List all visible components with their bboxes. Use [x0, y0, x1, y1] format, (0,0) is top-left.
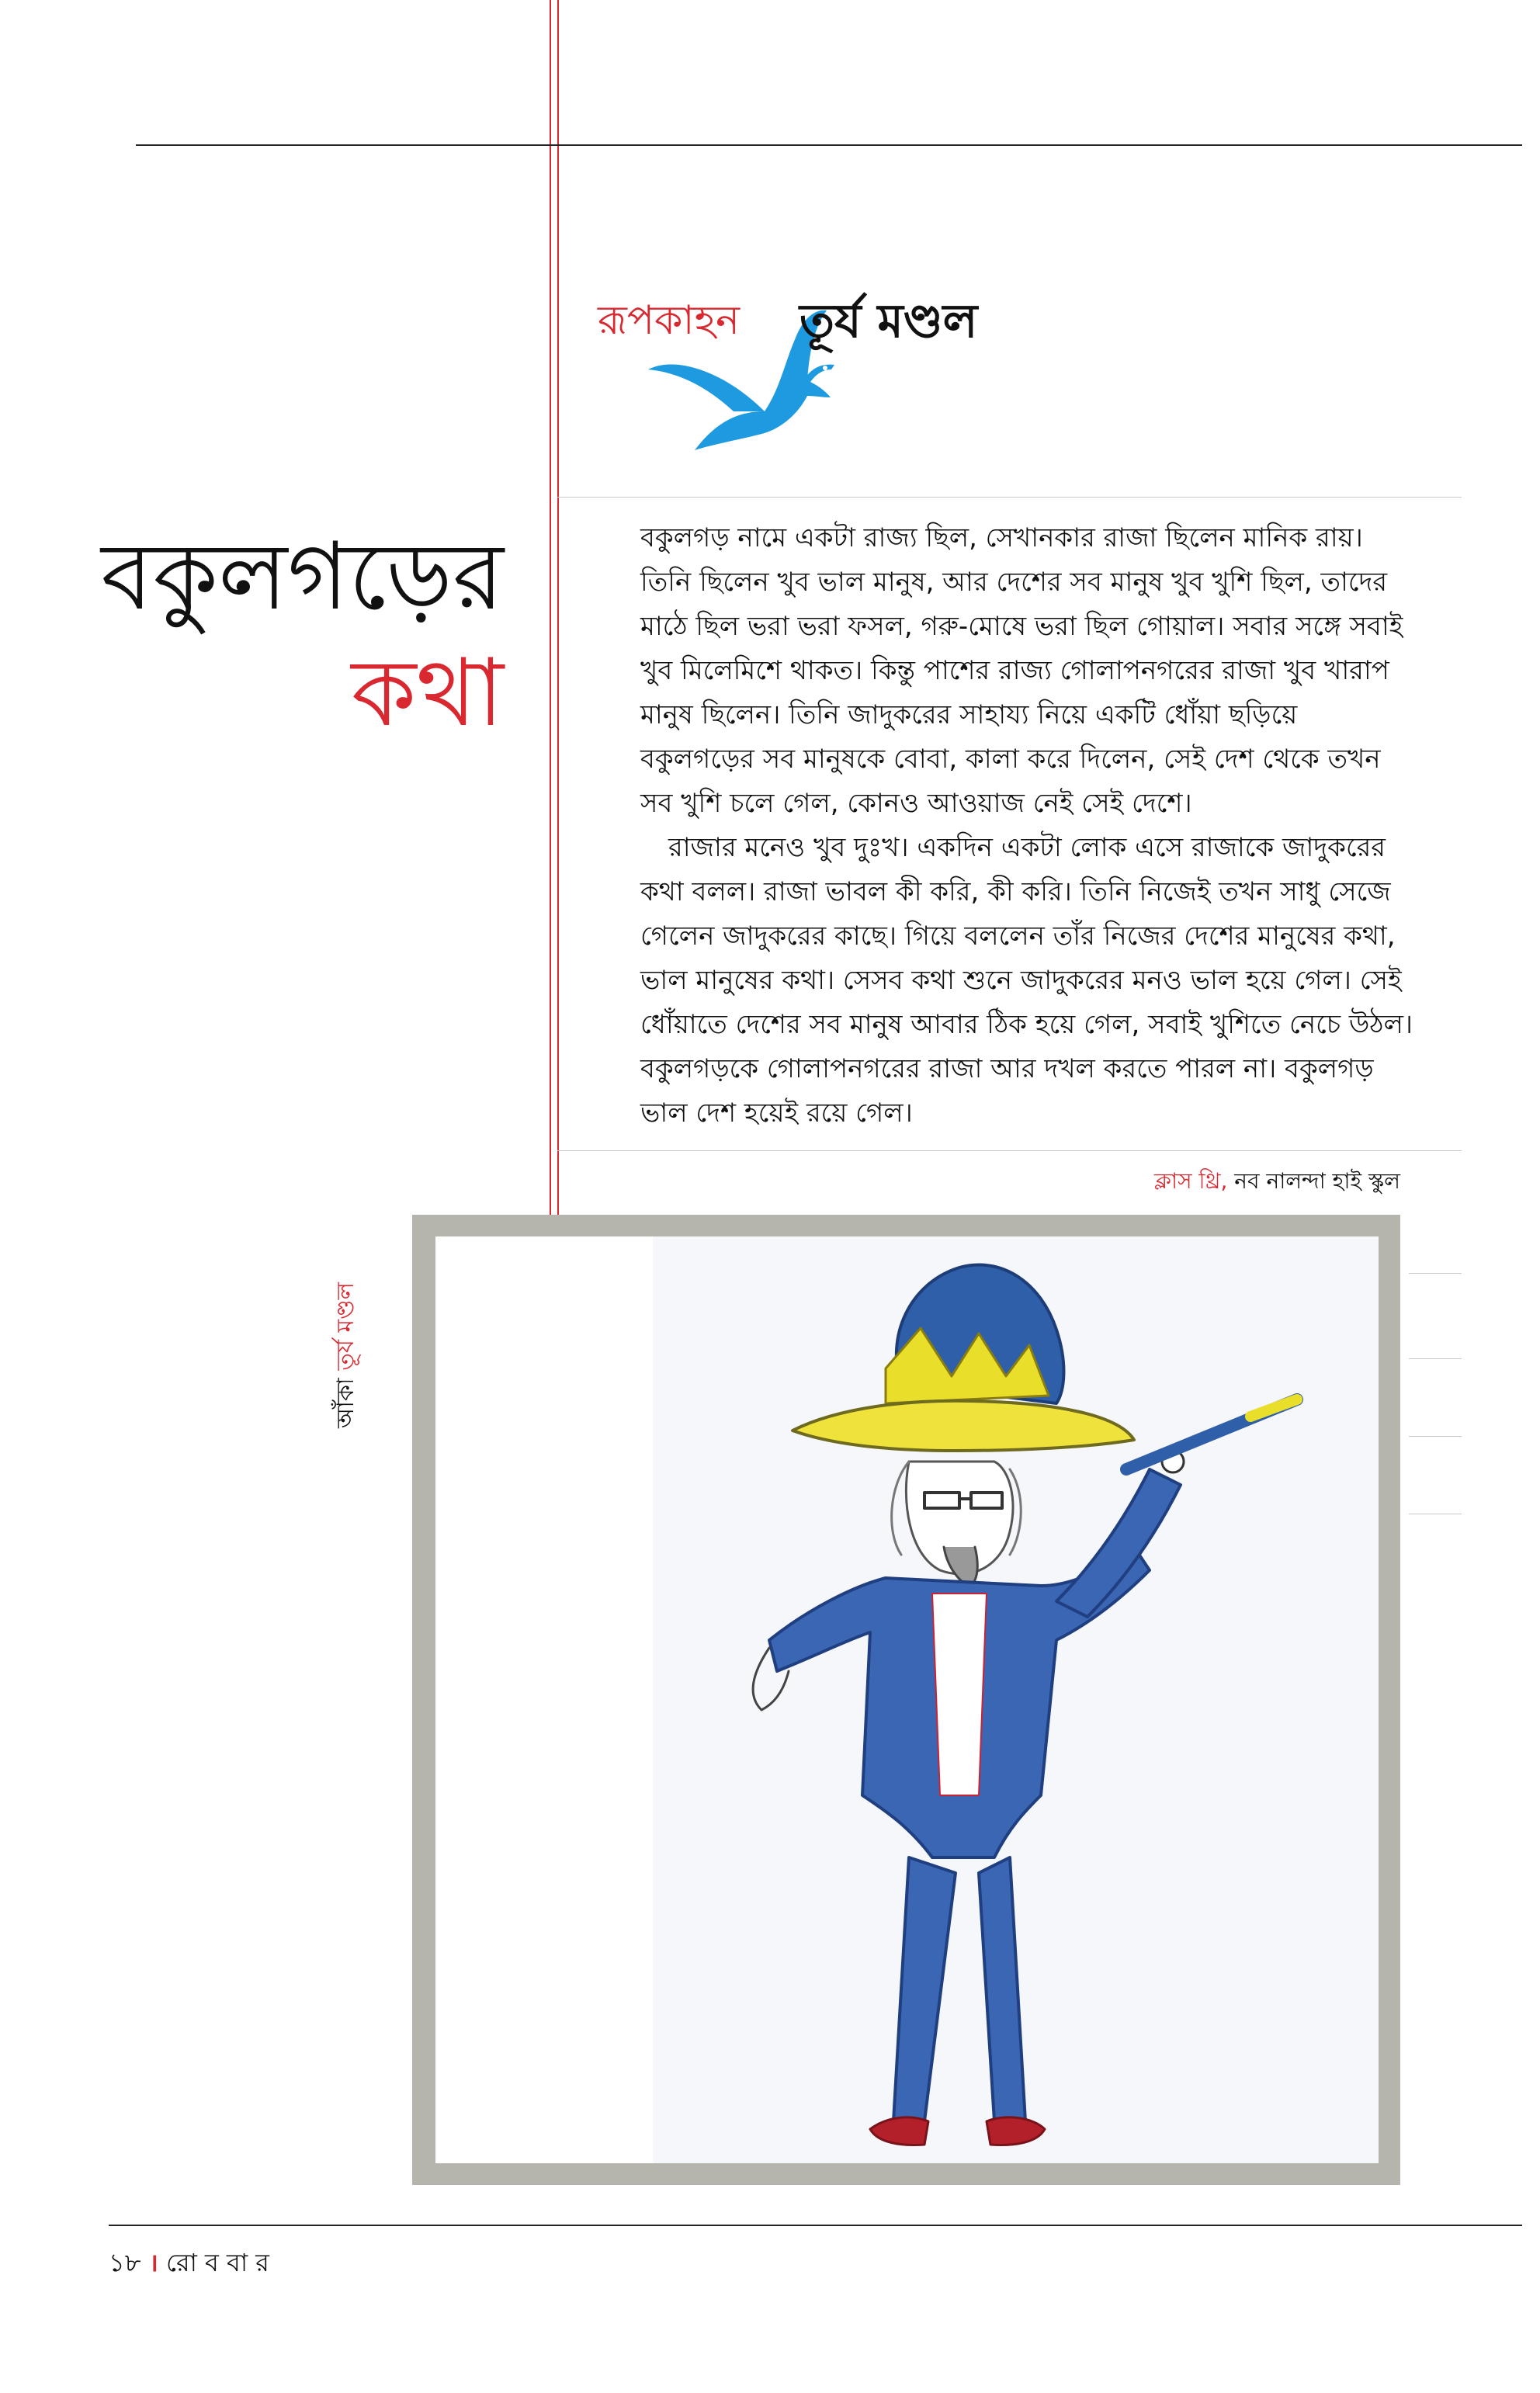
illustration-mat	[435, 1236, 1377, 2163]
top-rule	[136, 144, 1522, 146]
art-credit	[326, 1226, 373, 1428]
author-name: তূর্য মণ্ডল	[799, 294, 978, 349]
school-name: নব নালন্দা হাই স্কুল	[1234, 1168, 1400, 1194]
illustration-frame	[412, 1215, 1400, 2185]
page-number: ১৮	[109, 2248, 141, 2277]
art-credit-label: আঁকা	[332, 1378, 359, 1428]
page-folio	[109, 2243, 269, 2285]
artist-name: তূর্য মণ্ডল	[332, 1281, 359, 1371]
margin-line-left	[550, 0, 551, 1215]
magazine-name: রো ব বা র	[166, 2248, 269, 2277]
column-tag: রূপকাহন	[598, 297, 740, 344]
story-paragraph-2: রাজার মনেও খুব দুঃখ। একদিন একটা লোক এসে রাজাকে জাদুকরের কথা বলল। রাজা ভাবল কী করি, কী করি। তিনি নিজেই তখন সাধু সেজে গেলেন জাদুকরের কাছে। গিয়ে বললেন তাঁর নিজের দেশের মানুষের কথা, ভাল মানুষের কথা। সেসব কথা শুনে জাদুকরের মনও ভাল হয়ে গেল। সেই ধোঁয়াতে দেশের সব মানুষ আবার ঠিক হয়ে গেল, সবাই খুশিতে নেচে উঠল। বকুলগড়কে গোলাপনগরের রাজা আর দখল করতে পারল না। বকুলগড় ভাল দেশ হয়েই রয়ে গেল।	[640, 832, 1413, 1129]
wizard-drawing	[653, 1236, 1379, 2163]
story-body	[640, 516, 1417, 1136]
class-label: ক্লাস থ্রি,	[1154, 1168, 1228, 1194]
student-credit	[1154, 1164, 1400, 1201]
title-line-2: কথা	[351, 640, 504, 747]
wizard-illustration	[653, 1236, 1379, 2163]
title-line-1: বকুলগড়ের	[101, 523, 504, 631]
bottom-rule	[109, 2225, 1522, 2226]
margin-line-right	[557, 0, 559, 1215]
story-paragraph-1: বকুলগড় নামে একটা রাজ্য ছিল, সেখানকার রাজা ছিলেন মানিক রায়। তিনি ছিলেন খুব ভাল মানুষ, আর দেশের সব মানুষ খুব খুশি ছিল, তাদের মাঠে ছিল ভরা ভরা ফসল, গরু-মোষে ভরা ছিল গোয়াল। সবার সঙ্গে সবাই খুব মিলেমিশে থাকত। কিন্তু পাশের রাজ্য গোলাপনগরের রাজা খুব খারাপ মানুষ ছিলেন। তিনি জাদুকরের সাহায্য নিয়ে একটি ধোঁয়া ছড়িয়ে বকুলগড়ের সব মানুষকে বোবা, কালা করে দিলেন, সেই দেশ থেকে তখন সব খুশি চলে গেল, কোনও আওয়াজ নেই সেই দেশে।	[640, 522, 1403, 819]
folio-separator: ।	[148, 2248, 158, 2277]
